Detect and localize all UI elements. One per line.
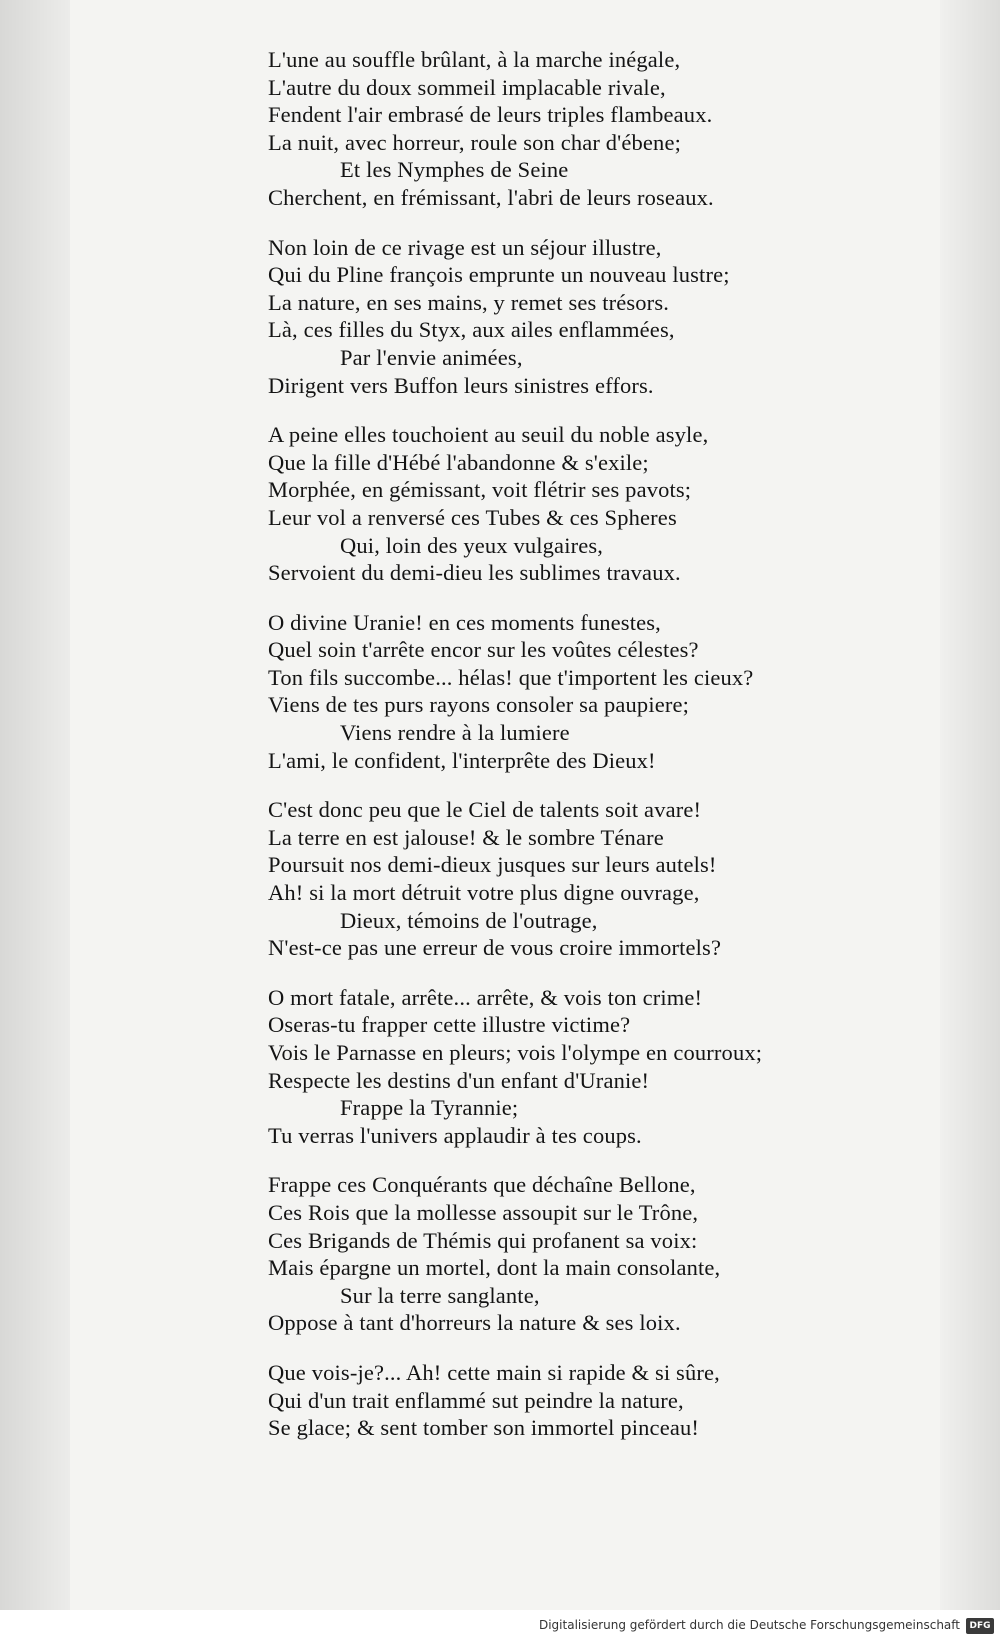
dfg-logo: DFG (966, 1618, 994, 1634)
verse-line: Sur la terre sanglante, (340, 1282, 540, 1308)
verse-line: Ton fils succombe... hélas! que t'importent les cieux? (268, 664, 754, 690)
verse-line: Qui, loin des yeux vulgaires, (340, 532, 604, 558)
verse-line: Oppose à tant d'horreurs la nature & ses loix. (268, 1310, 681, 1336)
verse-line: La nuit, avec horreur, roule son char d'ébene; (268, 129, 681, 155)
verse-line: Fendent l'air embrasé de leurs triples flambeaux. (268, 102, 713, 128)
verse-line: Que la fille d'Hébé l'abandonne & s'exile; (268, 449, 649, 475)
verse-line: Se glace; & sent tomber son immortel pinceau! (268, 1415, 700, 1441)
verse-line: A peine elles touchoient au seuil du noble asyle, (268, 422, 709, 448)
stanza (268, 609, 888, 775)
verse-line: Viens rendre à la lumiere (340, 720, 570, 746)
stanza (268, 1359, 888, 1442)
verse-line: Servoient du demi-dieu les sublimes travaux. (268, 560, 681, 586)
verse-line: La terre en est jalouse! & le sombre Ténare (268, 824, 664, 850)
verse-line: Viens de tes purs rayons consoler sa paupiere; (268, 692, 690, 718)
verse-line: Mais épargne un mortel, dont la main consolante, (268, 1255, 721, 1281)
poem-text (268, 46, 888, 1464)
verse-line: Poursuit nos demi-dieux jusques sur leurs autels! (268, 852, 717, 878)
verse-line: Oseras-tu frapper cette illustre victime? (268, 1012, 631, 1038)
stanza (268, 421, 888, 587)
verse-line: N'est-ce pas une erreur de vous croire immortels? (268, 935, 722, 961)
digitization-credit: Digitalisierung gefördert durch die Deutsche Forschungsgemeinschaft (538, 1618, 960, 1632)
stanza (268, 1171, 888, 1337)
verse-line: Que vois-je?... Ah! cette main si rapide & si sûre, (268, 1359, 720, 1385)
verse-line: L'autre du doux sommeil implacable rivale, (268, 74, 666, 100)
footer-bar (0, 1610, 1000, 1640)
verse-line: Qui d'un trait enflammé sut peindre la nature, (268, 1387, 684, 1413)
verse-line: Par l'envie animées, (340, 344, 523, 370)
stanza (268, 234, 888, 400)
stanza (268, 796, 888, 962)
verse-line: Ah! si la mort détruit votre plus digne ouvrage, (268, 880, 700, 906)
verse-line: Frappe ces Conquérants que déchaîne Bellone, (268, 1172, 696, 1198)
verse-line: Tu verras l'univers applaudir à tes coups. (268, 1122, 642, 1148)
verse-line: Dirigent vers Buffon leurs sinistres effors. (268, 372, 654, 398)
verse-line: Leur vol a renversé ces Tubes & ces Spheres (268, 504, 677, 530)
verse-line: Dieux, témoins de l'outrage, (340, 907, 598, 933)
verse-line: Frappe la Tyrannie; (340, 1095, 519, 1121)
stanza (268, 46, 888, 212)
verse-line: Ces Brigands de Thémis qui profanent sa voix: (268, 1227, 698, 1253)
verse-line: Cherchent, en frémissant, l'abri de leurs roseaux. (268, 184, 714, 210)
page-shadow-left (0, 0, 70, 1610)
verse-line: Et les Nymphes de Seine (340, 157, 569, 183)
verse-line: Ces Rois que la mollesse assoupit sur le Trône, (268, 1199, 699, 1225)
verse-line: C'est donc peu que le Ciel de talents soit avare! (268, 797, 702, 823)
verse-line: Respecte les destins d'un enfant d'Uranie! (268, 1067, 650, 1093)
verse-line: Qui du Pline françois emprunte un nouveau lustre; (268, 262, 730, 288)
verse-line: Non loin de ce rivage est un séjour illustre, (268, 234, 662, 260)
verse-line: Vois le Parnasse en pleurs; vois l'olympe en courroux; (268, 1040, 763, 1065)
verse-line: O mort fatale, arrête... arrête, & vois ton crime! (268, 984, 703, 1010)
verse-line: Là, ces filles du Styx, aux ailes enflammées, (268, 317, 675, 343)
verse-line: O divine Uranie! en ces moments funestes, (268, 609, 661, 635)
verse-line: Morphée, en gémissant, voit flétrir ses pavots; (268, 477, 692, 503)
verse-line: L'ami, le confident, l'interprête des Dieux! (268, 747, 656, 773)
verse-line: La nature, en ses mains, y remet ses trésors. (268, 289, 670, 315)
stanza (268, 984, 888, 1150)
verse-line: L'une au souffle brûlant, à la marche inégale, (268, 47, 681, 72)
verse-line: Quel soin t'arrête encor sur les voûtes célestes? (268, 637, 699, 663)
page-shadow-right (940, 0, 1000, 1610)
